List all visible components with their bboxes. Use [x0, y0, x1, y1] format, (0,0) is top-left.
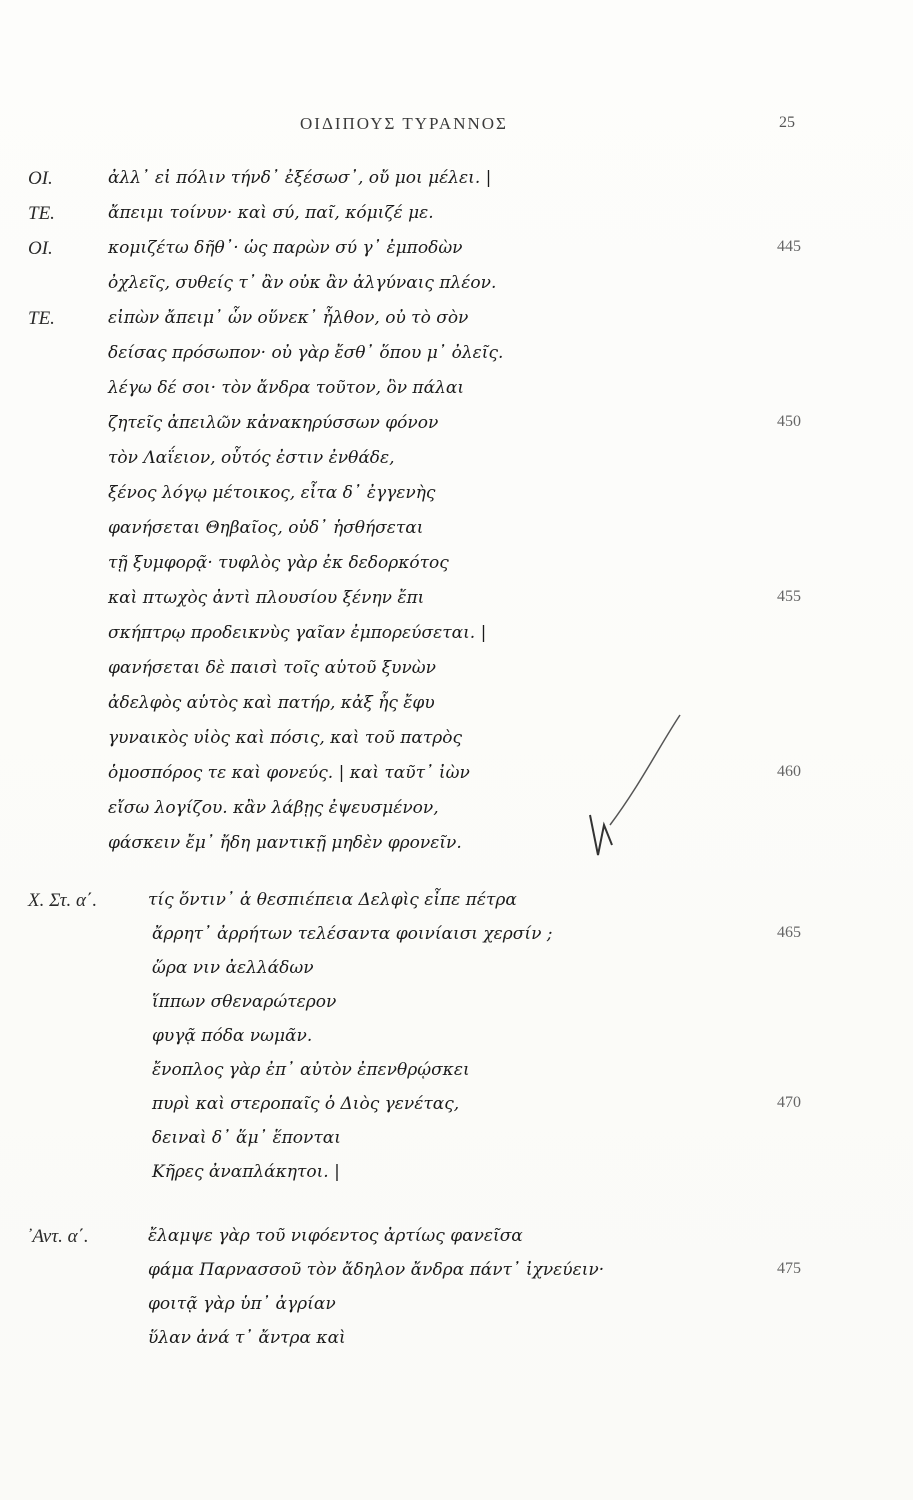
line-number: 445: [777, 238, 801, 255]
verse-line: φανήσεται Θηβαῖος, οὐδ᾽ ἡσθήσεται: [108, 518, 424, 538]
verse-line: καὶ πτωχὸς ἀντὶ πλουσίου ξένην ἔπι: [108, 588, 425, 608]
pencil-annotation-mark: [580, 705, 690, 875]
page-header: [0, 114, 913, 138]
speaker-label: ΤΕ.: [28, 203, 55, 224]
verse-line: ἀλλ᾽ εἰ πόλιν τήνδ᾽ ἐξέσωσ᾽, οὔ μοι μέλει. |: [108, 168, 492, 188]
verse-line: ἄρρητ᾽ ἀρρήτων τελέσαντα φοινίαισι χερσίν ;: [152, 924, 553, 944]
verse-line: ὥρα νιν ἀελλάδων: [152, 958, 314, 978]
verse-line: φάσκειν ἔμ᾽ ἤδη μαντικῇ μηδὲν φρονεῖν.: [108, 833, 462, 853]
line-number: 470: [777, 1094, 801, 1111]
verse-line: πυρὶ καὶ στεροπαῖς ὁ Διὸς γενέτας,: [152, 1094, 460, 1114]
verse-line: ὕλαν ἀνά τ᾽ ἄντρα καὶ: [148, 1328, 346, 1348]
verse-line: ὀχλεῖς, συθείς τ᾽ ἂν οὐκ ἂν ἀλγύναις πλέον.: [108, 273, 497, 293]
verse-line: τίς ὅντιν᾽ ἁ θεσπιέπεια Δελφὶς εἶπε πέτρα: [148, 890, 517, 910]
verse-line: εἴσω λογίζου. κἂν λάβῃς ἐψευσμένον,: [108, 798, 439, 818]
speaker-label: ΟΙ.: [28, 168, 53, 189]
verse-line: ἵππων σθεναρώτερον: [152, 992, 337, 1012]
line-number: 460: [777, 763, 801, 780]
line-number: 450: [777, 413, 801, 430]
verse-line: εἰπὼν ἄπειμ᾽ ὧν οὕνεκ᾽ ἦλθον, οὐ τὸ σὸν: [108, 308, 469, 328]
antistrophe-label: ᾽Αντ. α΄.: [26, 1226, 89, 1247]
verse-line: Κῆρες ἀναπλάκητοι. |: [152, 1162, 340, 1182]
verse-line: τῇ ξυμφορᾷ· τυφλὸς γὰρ ἐκ δεδορκότος: [108, 553, 449, 573]
verse-line: τὸν Λαΐειον, οὗτός ἐστιν ἐνθάδε,: [108, 448, 395, 468]
verse-line: δείσας πρόσωπον· οὐ γὰρ ἔσθ᾽ ὅπου μ᾽ ὀλεῖς.: [108, 343, 504, 363]
line-number: 455: [777, 588, 801, 605]
verse-line: λέγω δέ σοι· τὸν ἄνδρα τοῦτον, ὃν πάλαι: [108, 378, 465, 398]
verse-line: φάμα Παρνασσοῦ τὸν ἄδηλον ἄνδρα πάντ᾽ ἰχνεύειν·: [148, 1260, 605, 1280]
verse-line: ἔνοπλος γὰρ ἐπ᾽ αὐτὸν ἐπενθρῴσκει: [152, 1060, 470, 1080]
running-title: ΟΙΔΙΠΟΥΣ ΤΥΡΑΝΝΟΣ: [300, 114, 508, 133]
verse-line: ἔλαμψε γὰρ τοῦ νιφόεντος ἀρτίως φανεῖσα: [148, 1226, 523, 1246]
verse-line: ὁμοσπόρος τε καὶ φονεύς. | καὶ ταῦτ᾽ ἰὼν: [108, 763, 470, 783]
verse-line: φανήσεται δὲ παισὶ τοῖς αὑτοῦ ξυνὼν: [108, 658, 436, 678]
verse-line: ξένος λόγῳ μέτοικος, εἶτα δ᾽ ἐγγενὴς: [108, 483, 436, 503]
verse-line: κομιζέτω δῆθ᾽· ὡς παρὼν σύ γ᾽ ἐμποδὼν: [108, 238, 463, 258]
speaker-label: ΤΕ.: [28, 308, 55, 329]
verse-line: φυγᾷ πόδα νωμᾶν.: [152, 1026, 313, 1046]
verse-line: γυναικὸς υἱὸς καὶ πόσις, καὶ τοῦ πατρὸς: [108, 728, 463, 748]
verse-line: ζητεῖς ἀπειλῶν κἀνακηρύσσων φόνον: [108, 413, 439, 433]
verse-line: ἄπειμι τοίνυν· καὶ σύ, παῖ, κόμιζέ με.: [108, 203, 434, 223]
verse-line: φοιτᾷ γὰρ ὑπ᾽ ἀγρίαν: [148, 1294, 336, 1314]
speaker-label: ΟΙ.: [28, 238, 53, 259]
verse-line: ἀδελφὸς αὑτὸς καὶ πατήρ, κἀξ ἧς ἔφυ: [108, 693, 435, 713]
line-number: 475: [777, 1260, 801, 1277]
strophe-label: Χ. Στ. α΄.: [28, 890, 98, 911]
page-number: 25: [779, 114, 795, 131]
verse-line: σκήπτρῳ προδεικνὺς γαῖαν ἐμπορεύσεται. |: [108, 623, 487, 643]
verse-line: δειναὶ δ᾽ ἅμ᾽ ἕπονται: [152, 1128, 341, 1148]
line-number: 465: [777, 924, 801, 941]
